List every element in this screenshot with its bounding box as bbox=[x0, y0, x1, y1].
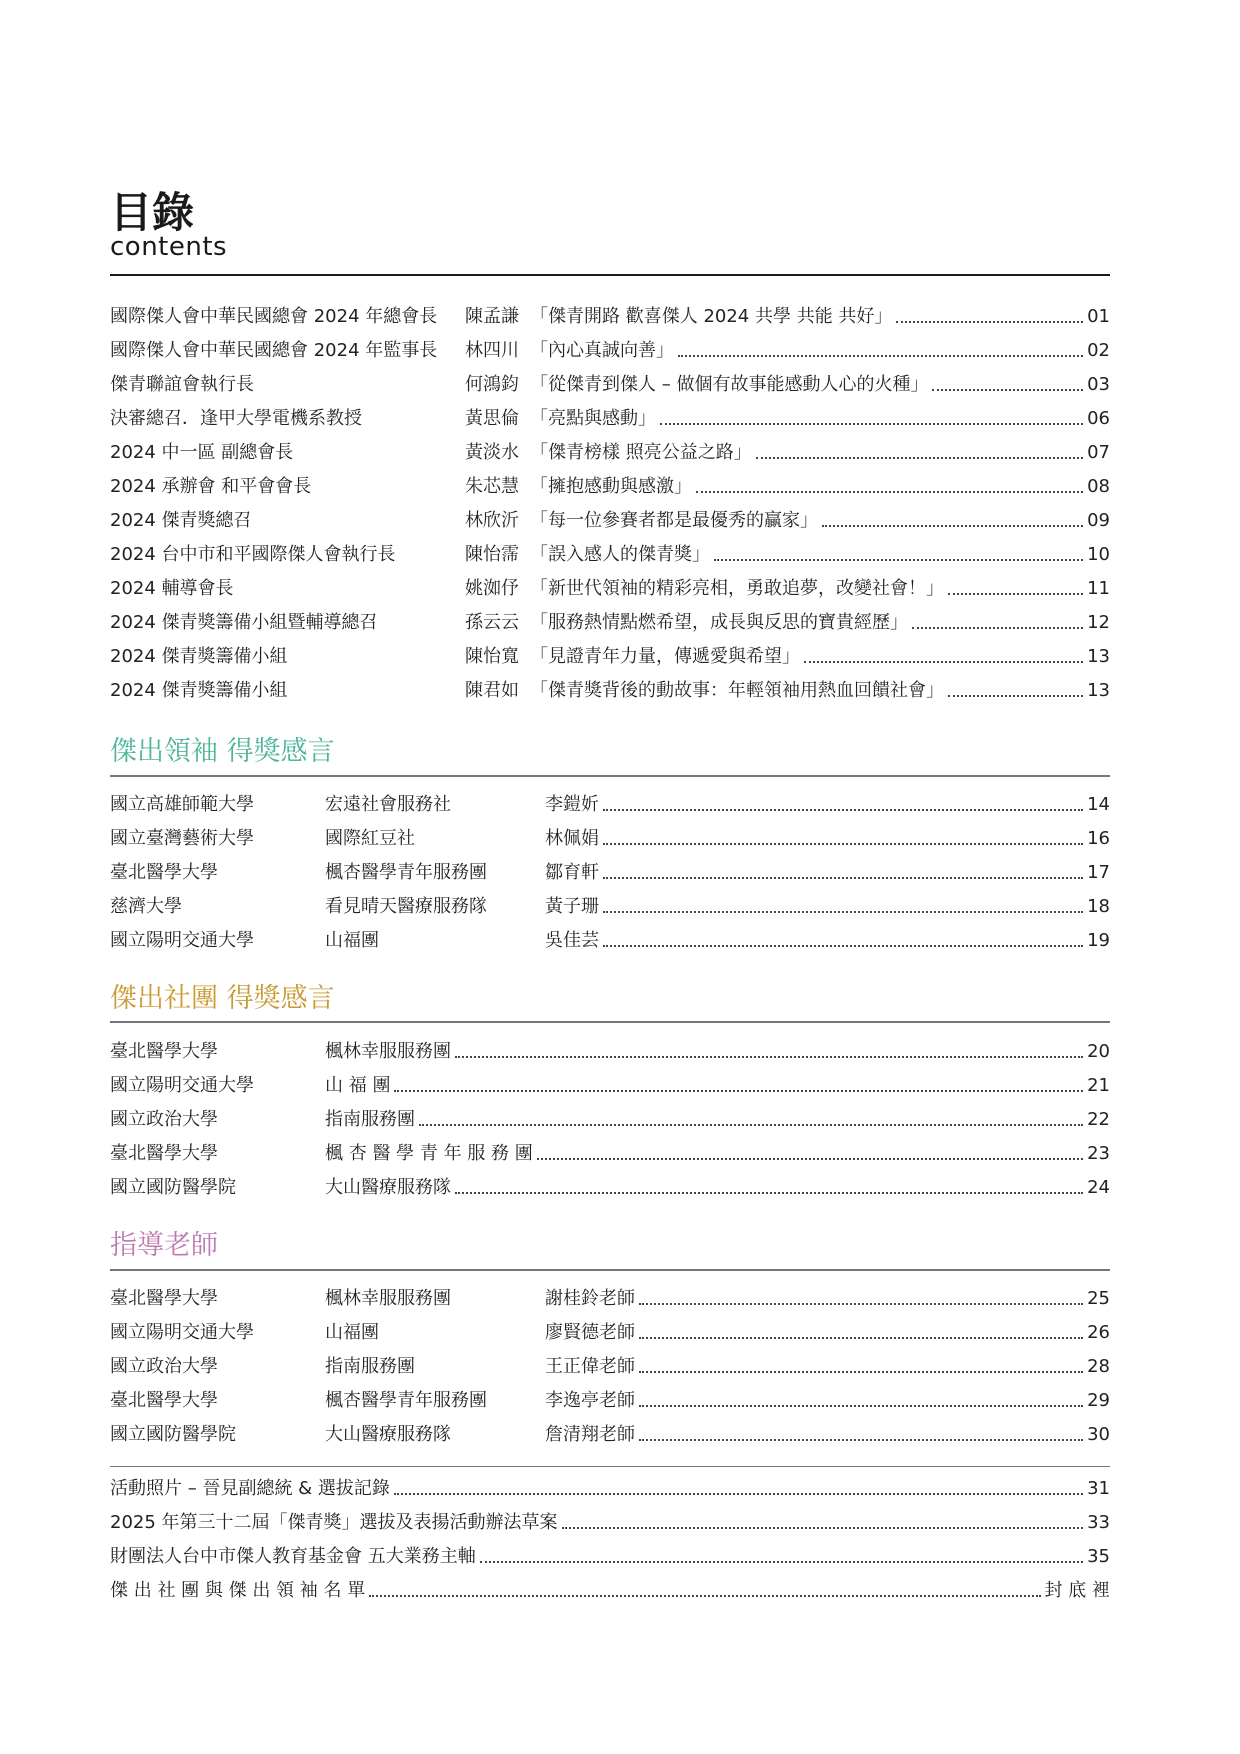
entry-author: 陳怡寬 bbox=[465, 646, 519, 667]
entry-club: 山福團 bbox=[325, 1322, 379, 1343]
entry-title: 「內心真誠向善」 bbox=[530, 340, 674, 361]
entry-author: 孫云云 bbox=[465, 612, 519, 633]
dot-leader bbox=[714, 559, 1083, 561]
toc-entry[interactable] bbox=[110, 642, 1110, 672]
toc-entry[interactable] bbox=[110, 404, 1110, 434]
dot-leader bbox=[756, 457, 1083, 459]
dot-leader bbox=[394, 1493, 1083, 1495]
page-number: 25 bbox=[1087, 1288, 1110, 1309]
entry-club: 大山醫療服務隊 bbox=[325, 1424, 451, 1445]
dot-leader bbox=[932, 389, 1083, 391]
entry-school: 國立陽明交通大學 bbox=[110, 1322, 254, 1343]
entry-school: 國立國防醫學院 bbox=[110, 1424, 236, 1445]
dot-leader bbox=[603, 945, 1083, 947]
entry-club: 楓杏醫學青年服務團 bbox=[325, 1390, 487, 1411]
entry-author: 陳君如 bbox=[465, 680, 519, 701]
dot-leader bbox=[455, 1056, 1083, 1058]
advisor-entry[interactable] bbox=[110, 1420, 1110, 1450]
leader-entry[interactable] bbox=[110, 858, 1110, 888]
entry-name: 李逸亭老師 bbox=[545, 1390, 635, 1411]
toc-entry[interactable] bbox=[110, 302, 1110, 332]
entry-club: 楓林幸服服務團 bbox=[325, 1041, 451, 1062]
advisor-entry[interactable] bbox=[110, 1318, 1110, 1348]
entry-name: 吳佳芸 bbox=[545, 930, 599, 951]
page-number: 13 bbox=[1087, 646, 1110, 667]
page-number: 13 bbox=[1087, 680, 1110, 701]
page-number: 28 bbox=[1087, 1356, 1110, 1377]
entry-author: 朱芯慧 bbox=[465, 476, 519, 497]
dot-leader bbox=[369, 1595, 1041, 1597]
advisor-entry[interactable] bbox=[110, 1386, 1110, 1416]
dot-leader bbox=[948, 695, 1083, 697]
header-divider bbox=[110, 274, 1110, 276]
entry-club: 宏遠社會服務社 bbox=[325, 794, 451, 815]
page-number: 封 底 裡 bbox=[1044, 1580, 1110, 1601]
page-subtitle: contents bbox=[110, 232, 228, 262]
entry-title: 「擁抱感動與感激」 bbox=[530, 476, 692, 497]
entry-author: 陳怡霈 bbox=[465, 544, 519, 565]
dot-leader bbox=[394, 1090, 1083, 1092]
page-number: 11 bbox=[1087, 578, 1110, 599]
page-number: 07 bbox=[1087, 442, 1110, 463]
entry-author: 林欣沂 bbox=[465, 510, 519, 531]
leader-entry[interactable] bbox=[110, 824, 1110, 854]
entry-author: 陳孟謙 bbox=[465, 306, 519, 327]
entry-school: 國立陽明交通大學 bbox=[110, 1075, 254, 1096]
entry-role: 決審總召．逢甲大學電機系教授 bbox=[110, 408, 362, 429]
entry-role: 國際傑人會中華民國總會 2024 年總會長 bbox=[110, 306, 438, 327]
entry-title: 2025 年第三十二屆「傑青獎」選拔及表揚活動辦法草案 bbox=[110, 1512, 558, 1533]
entry-club: 大山醫療服務隊 bbox=[325, 1177, 451, 1198]
page-number: 12 bbox=[1087, 612, 1110, 633]
page-number: 17 bbox=[1087, 862, 1110, 883]
page-number: 29 bbox=[1087, 1390, 1110, 1411]
leader-entry[interactable] bbox=[110, 790, 1110, 820]
page-number: 01 bbox=[1087, 306, 1110, 327]
dot-leader bbox=[912, 627, 1083, 629]
toc-entry[interactable] bbox=[110, 608, 1110, 638]
page-number: 10 bbox=[1087, 544, 1110, 565]
dot-leader bbox=[603, 877, 1083, 879]
entry-club: 國際紅豆社 bbox=[325, 828, 415, 849]
page-number: 35 bbox=[1087, 1546, 1110, 1567]
club-entry[interactable] bbox=[110, 1037, 1110, 1067]
leader-entry[interactable] bbox=[110, 926, 1110, 956]
page-number: 24 bbox=[1087, 1177, 1110, 1198]
entry-author: 林四川 bbox=[465, 340, 519, 361]
entry-title: 「亮點與感動」 bbox=[530, 408, 656, 429]
entry-title: 「傑青開路 歡喜傑人 2024 共學 共能 共好」 bbox=[530, 306, 893, 327]
entry-title: 「服務熱情點燃希望，成長與反思的寶貴經歷」 bbox=[530, 612, 908, 633]
entry-title: 「每一位參賽者都是最優秀的贏家」 bbox=[530, 510, 818, 531]
toc-entry[interactable] bbox=[110, 540, 1110, 570]
entry-club: 指南服務團 bbox=[325, 1356, 415, 1377]
entry-school: 臺北醫學大學 bbox=[110, 1143, 218, 1164]
entry-role: 2024 傑青獎籌備小組暨輔導總召 bbox=[110, 612, 378, 633]
entry-name: 鄒育軒 bbox=[545, 862, 599, 883]
toc-entry[interactable] bbox=[110, 676, 1110, 706]
page-number: 19 bbox=[1087, 930, 1110, 951]
entry-club: 楓林幸服服務團 bbox=[325, 1288, 451, 1309]
appendix-entry[interactable] bbox=[110, 1474, 1110, 1504]
entry-school: 國立政治大學 bbox=[110, 1356, 218, 1377]
dot-leader bbox=[639, 1371, 1083, 1373]
toc-entry[interactable] bbox=[110, 370, 1110, 400]
entry-name: 李鎧妡 bbox=[545, 794, 599, 815]
appendix-entry[interactable] bbox=[110, 1576, 1110, 1606]
entry-author: 黃淡水 bbox=[465, 442, 519, 463]
dot-leader bbox=[419, 1124, 1083, 1126]
dot-leader bbox=[480, 1561, 1083, 1563]
entry-author: 姚洳伃 bbox=[465, 578, 519, 599]
page-number: 22 bbox=[1087, 1109, 1110, 1130]
entry-role: 國際傑人會中華民國總會 2024 年監事長 bbox=[110, 340, 438, 361]
dot-leader bbox=[537, 1158, 1083, 1160]
page-number: 03 bbox=[1087, 374, 1110, 395]
page-number: 31 bbox=[1087, 1478, 1110, 1499]
dot-leader bbox=[804, 661, 1083, 663]
page-number: 16 bbox=[1087, 828, 1110, 849]
entry-title: 「傑青榜樣 照亮公益之路」 bbox=[530, 442, 752, 463]
entry-name: 謝桂鈴老師 bbox=[545, 1288, 635, 1309]
dot-leader bbox=[562, 1527, 1083, 1529]
entry-role: 2024 輔導會長 bbox=[110, 578, 234, 599]
entry-author: 何鴻鈞 bbox=[465, 374, 519, 395]
entry-school: 臺北醫學大學 bbox=[110, 862, 218, 883]
dot-leader bbox=[455, 1192, 1083, 1194]
dot-leader bbox=[639, 1405, 1083, 1407]
dot-leader bbox=[603, 911, 1083, 913]
entry-school: 臺北醫學大學 bbox=[110, 1390, 218, 1411]
entry-school: 慈濟大學 bbox=[110, 896, 182, 917]
entry-role: 2024 中一區 副總會長 bbox=[110, 442, 294, 463]
entry-role: 2024 傑青獎籌備小組 bbox=[110, 680, 288, 701]
dot-leader bbox=[603, 809, 1083, 811]
dot-leader bbox=[603, 843, 1083, 845]
entry-role: 傑青聯誼會執行長 bbox=[110, 374, 254, 395]
entry-role: 2024 傑青獎總召 bbox=[110, 510, 252, 531]
advisor-entry[interactable] bbox=[110, 1352, 1110, 1382]
entry-club: 山 福 團 bbox=[325, 1075, 391, 1096]
club-entry[interactable] bbox=[110, 1105, 1110, 1135]
entry-role: 2024 傑青獎籌備小組 bbox=[110, 646, 288, 667]
entry-name: 詹清翔老師 bbox=[545, 1424, 635, 1445]
appendix-entry[interactable] bbox=[110, 1508, 1110, 1538]
entry-name: 廖賢德老師 bbox=[545, 1322, 635, 1343]
entry-title: 「新世代領袖的精彩亮相，勇敢追夢，改變社會！」 bbox=[530, 578, 944, 599]
section-divider bbox=[110, 1021, 1110, 1023]
leader-entry[interactable] bbox=[110, 892, 1110, 922]
dot-leader bbox=[696, 491, 1083, 493]
toc-entry[interactable] bbox=[110, 574, 1110, 604]
entry-club: 山福團 bbox=[325, 930, 379, 951]
entry-role: 2024 台中市和平國際傑人會執行長 bbox=[110, 544, 396, 565]
toc-entry[interactable] bbox=[110, 472, 1110, 502]
dot-leader bbox=[822, 525, 1083, 527]
page-number: 18 bbox=[1087, 896, 1110, 917]
page-number: 30 bbox=[1087, 1424, 1110, 1445]
section-divider bbox=[110, 1269, 1110, 1271]
page-number: 02 bbox=[1087, 340, 1110, 361]
entry-role: 2024 承辦會 和平會會長 bbox=[110, 476, 312, 497]
appendix-divider bbox=[110, 1466, 1110, 1467]
entry-school: 國立政治大學 bbox=[110, 1109, 218, 1130]
page-number: 20 bbox=[1087, 1041, 1110, 1062]
dot-leader bbox=[948, 593, 1083, 595]
page-number: 33 bbox=[1087, 1512, 1110, 1533]
entry-title: 財團法人台中市傑人教育基金會 五大業務主軸 bbox=[110, 1546, 476, 1567]
advisor-entry[interactable] bbox=[110, 1284, 1110, 1314]
club-entry[interactable] bbox=[110, 1173, 1110, 1203]
entry-title: 活動照片 – 晉見副總統 & 選拔記錄 bbox=[110, 1478, 390, 1499]
club-entry[interactable] bbox=[110, 1139, 1110, 1169]
section-heading-clubs: 傑出社團 得獎感言 bbox=[110, 983, 335, 1014]
appendix-entry[interactable] bbox=[110, 1542, 1110, 1572]
toc-entry[interactable] bbox=[110, 336, 1110, 366]
club-entry[interactable] bbox=[110, 1071, 1110, 1101]
entry-school: 國立高雄師範大學 bbox=[110, 794, 254, 815]
entry-name: 黃子珊 bbox=[545, 896, 599, 917]
toc-entry[interactable] bbox=[110, 506, 1110, 536]
entry-school: 國立國防醫學院 bbox=[110, 1177, 236, 1198]
page-number: 06 bbox=[1087, 408, 1110, 429]
entry-title: 「從傑青到傑人 – 做個有故事能感動人心的火種」 bbox=[530, 374, 929, 395]
dot-leader bbox=[639, 1337, 1083, 1339]
page-number: 23 bbox=[1087, 1143, 1110, 1164]
section-heading-advisors: 指導老師 bbox=[110, 1230, 218, 1261]
section-heading-leaders: 傑出領袖 得獎感言 bbox=[110, 736, 335, 767]
dot-leader bbox=[678, 355, 1083, 357]
section-divider bbox=[110, 775, 1110, 777]
entry-school: 臺北醫學大學 bbox=[110, 1041, 218, 1062]
entry-title: 「見證青年力量，傳遞愛與希望」 bbox=[530, 646, 800, 667]
entry-club: 看見晴天醫療服務隊 bbox=[325, 896, 487, 917]
entry-name: 王正偉老師 bbox=[545, 1356, 635, 1377]
page-number: 09 bbox=[1087, 510, 1110, 531]
entry-club: 楓 杏 醫 學 青 年 服 務 團 bbox=[325, 1143, 533, 1164]
entry-school: 國立臺灣藝術大學 bbox=[110, 828, 254, 849]
page-title: 目錄 bbox=[110, 188, 195, 237]
page-number: 14 bbox=[1087, 794, 1110, 815]
entry-title: 「傑青獎背後的動故事：年輕領袖用熱血回饋社會」 bbox=[530, 680, 944, 701]
entry-name: 林佩娟 bbox=[545, 828, 599, 849]
toc-entry[interactable] bbox=[110, 438, 1110, 468]
entry-title: 「誤入感人的傑青獎」 bbox=[530, 544, 710, 565]
dot-leader bbox=[660, 423, 1083, 425]
entry-author: 黃思倫 bbox=[465, 408, 519, 429]
entry-club: 楓杏醫學青年服務團 bbox=[325, 862, 487, 883]
page-number: 21 bbox=[1087, 1075, 1110, 1096]
page-number: 08 bbox=[1087, 476, 1110, 497]
entry-club: 指南服務團 bbox=[325, 1109, 415, 1130]
entry-school: 臺北醫學大學 bbox=[110, 1288, 218, 1309]
entry-school: 國立陽明交通大學 bbox=[110, 930, 254, 951]
dot-leader bbox=[639, 1303, 1083, 1305]
page-number: 26 bbox=[1087, 1322, 1110, 1343]
dot-leader bbox=[639, 1439, 1083, 1441]
entry-title: 傑 出 社 團 與 傑 出 領 袖 名 單 bbox=[110, 1580, 366, 1601]
dot-leader bbox=[896, 321, 1083, 323]
